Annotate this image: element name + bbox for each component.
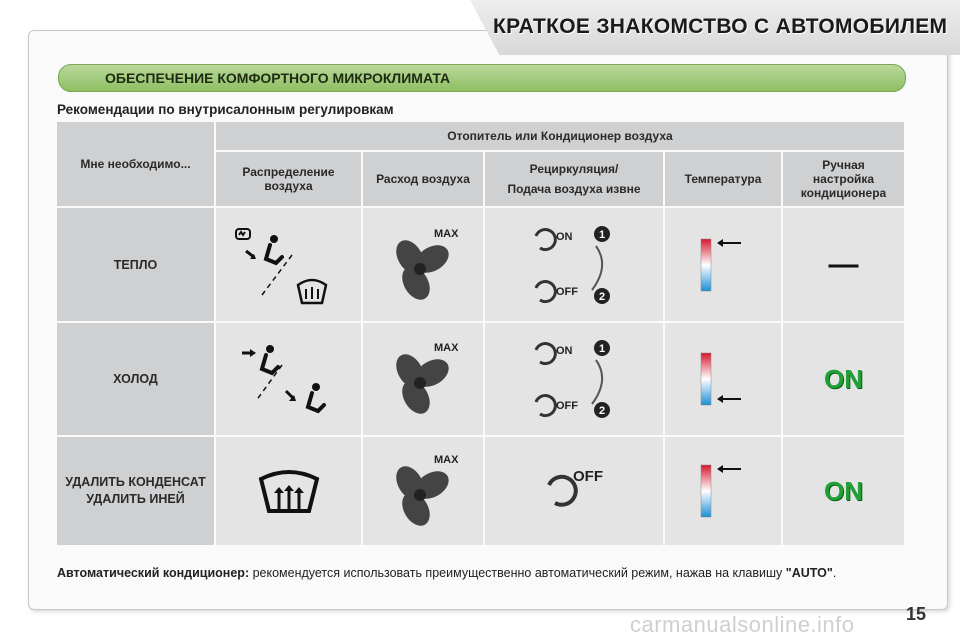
cell-heat-distribution <box>216 208 361 321</box>
cell-heat-temperature <box>665 208 781 321</box>
manual-on-label: ON <box>824 363 863 394</box>
cell-heat-manual-ac <box>783 208 904 321</box>
recirc-off-label: OFF <box>573 468 603 485</box>
footer-label: Автоматический кондиционер: <box>57 566 250 580</box>
recirculation-icon <box>524 220 624 310</box>
cell-cold-manual-ac <box>783 323 904 435</box>
step-2-badge: 2 <box>599 405 606 417</box>
corner-header: Мне необходимо... <box>57 122 214 206</box>
cell-defrost-temperature <box>665 437 781 545</box>
cell-cold-distribution <box>216 323 361 435</box>
cell-heat-airflow <box>363 208 483 321</box>
manual-off-dash: — <box>828 247 859 281</box>
seat-airflow-icon <box>234 225 344 305</box>
temperature-gauge-icon <box>693 461 753 521</box>
group-header: Отопитель или Кондиционер воздуха <box>216 122 904 150</box>
row-label-heat: ТЕПЛО <box>57 208 214 321</box>
fan-icon <box>388 227 458 303</box>
step-1-badge: 1 <box>599 343 606 355</box>
fan-max-label: MAX <box>434 342 458 354</box>
cell-defrost-airflow <box>363 437 483 545</box>
section-title: ОБЕСПЕЧЕНИЕ КОМФОРТНОГО МИКРОКЛИМАТА <box>105 70 451 86</box>
col-header-distribution: Распределение воздуха <box>216 152 361 206</box>
page-number: 15 <box>906 604 927 624</box>
manual-on-label: ON <box>824 475 863 506</box>
row-label-defrost: УДАЛИТЬ КОНДЕНСАТ УДАЛИТЬ ИНЕЙ <box>57 437 214 545</box>
recirculation-icon <box>524 334 624 424</box>
cell-defrost-recirculation <box>485 437 663 545</box>
fan-icon <box>388 341 458 417</box>
cell-defrost-distribution <box>216 437 361 545</box>
step-2-badge: 2 <box>599 290 606 303</box>
section-bar <box>58 64 906 92</box>
col-header-temperature: Температура <box>665 152 781 206</box>
fan-max-label: MAX <box>434 227 458 240</box>
recirc-off-label: OFF <box>556 285 578 298</box>
recirculation-icon <box>529 461 619 521</box>
fan-icon <box>388 453 458 529</box>
cell-cold-airflow <box>363 323 483 435</box>
cell-heat-recirculation <box>485 208 663 321</box>
footer-text: рекомендуется использовать преимущественно автоматический режим, нажав на клавишу <box>249 566 786 580</box>
page-title: КРАТКОЕ ЗНАКОМСТВО С АВТОМОБИЛЕМ <box>493 15 948 38</box>
watermark: carmanualsonline.info <box>630 612 855 637</box>
step-1-badge: 1 <box>599 228 606 241</box>
windscreen-defrost-icon <box>257 465 321 517</box>
cell-cold-recirculation <box>485 323 663 435</box>
cell-defrost-manual-ac <box>783 437 904 545</box>
row-label-cold: ХОЛОД <box>57 323 214 435</box>
footer-note <box>57 566 836 580</box>
col-header-manual-ac: Ручная настройка кондиционера <box>783 152 904 206</box>
footer-key: "AUTO" <box>785 566 833 580</box>
recirc-on-label: ON <box>556 345 573 357</box>
fan-max-label: MAX <box>434 454 458 466</box>
temperature-gauge-icon <box>693 235 753 295</box>
subtitle: Рекомендации по внутрисалонным регулировкам <box>57 102 394 117</box>
temperature-gauge-icon <box>693 349 753 409</box>
recirc-off-label: OFF <box>556 400 578 412</box>
footer-end: . <box>832 566 837 580</box>
col-header-airflow: Расход воздуха <box>363 152 483 206</box>
col-header-recirculation: Рециркуляция/ Подача воздуха извне <box>485 152 663 206</box>
recirc-on-label: ON <box>556 230 573 243</box>
seat-airflow-icon <box>234 339 344 419</box>
cell-cold-temperature <box>665 323 781 435</box>
